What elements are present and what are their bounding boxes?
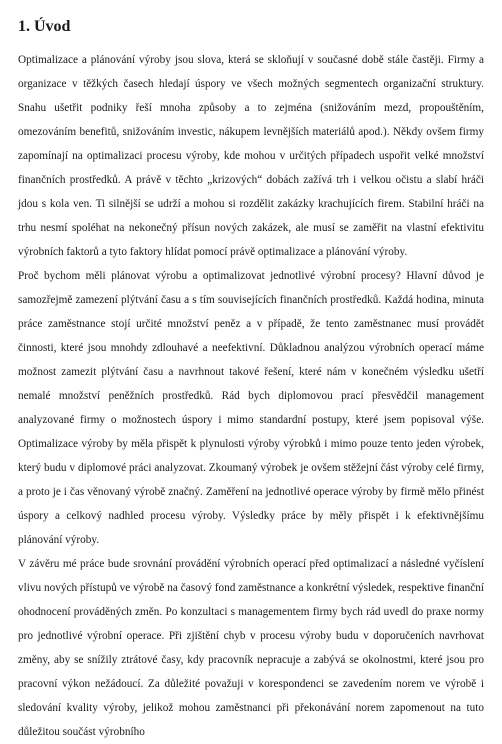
paragraph-motivation: Proč bychom měli plánovat výrobu a optimalizovat jednotlivé výrobní procesy? Hlavní důvod je samozřejmě zamezení plýtvání času a s tím souvisejících finančních prostředků. Každá hodina, minuta práce zaměstnance stojí určité množství peněz a v případě, že tento zaměstnanec musí provádět činnosti, které jsou mnohdy zdlouhavé a neefektivní. Důkladnou analýzou výrobních operací máme možnost zamezit plýtvání času a navrhnout takové řešení, které nám v konečném výsledku ušetří nemalé množství peněžních prostředků. Rád bych diplomovou prací přesvědčil management analyzované firmy o možnostech úspory i mimo standardní postupy, které jsem popisoval výše. Optimalizace výroby by měla přispět k plynulosti výroby výrobků i mimo pouze tento jeden výrobek, který budu v diplomové práci analyzovat. Zkoumaný výrobek je ovšem stěžejní část výroby celé firmy, a proto je i čas věnovaný výrobě značný. Zaměření na jednotlivé operace výroby by firmě mělo přinést úspory a celkový nadhled procesu výroby. Výsledky práce by měly přispět i k efektivnějšímu plánování výroby. xyxy=(18,270,484,546)
paragraph-intro: Optimalizace a plánování výroby jsou slova, která se skloňují v současné době stále častěji. Firmy a organizace v těžkých časech hledají úspory ve všech možných segmentech organizační struktury. Snahu ušetřit podniky řeší mnoha způsoby a to zejména (snižováním mezd, propouštěním, omezováním benefitů, snižováním investic, nákupem levnějších materiálů apod.). Někdy ovšem firmy zapomínají na optimalizaci procesu výroby, kde mohou v určitých případech uspořit velké množství finančních prostředků. A právě v těchto „krizových“ dobách zažívá trh i velkou očistu a slabí hráči jdou s kola ven. Ti silnější se udrží a mohou si rozdělit zakázky krachujících firem. Stabilní hráči na trhu nesmí spoléhat na nekonečný přísun nových zakázek, ale musí se zaměřit na vlastní efektivitu výrobních faktorů a tyto faktory hlídat pomocí právě optimalizace a plánování výroby. xyxy=(18,54,484,258)
section-heading: 1. Úvod xyxy=(18,18,71,35)
document-page xyxy=(18,17,484,744)
paragraph-conclusion: V závěru mé práce bude srovnání provádění výrobních operací před optimalizací a následné vyčíslení vlivu nových přístupů ve výrobě na časový fond zaměstnance a konkrétní výsledek, respektive finanční ohodnocení prováděných změn. Po konzultaci s managementem firmy bych rád uvedl do praxe normy pro jednotlivé výrobní operace. Při zjištění chyb v procesu výroby budu v doporučeních navrhovat změny, aby se snížily ztrátové časy, kdy pracovník nepracuje a zabývá se okolnostmi, které jsou pro pracovní výkon nežádoucí. Za důležité považuji v korespondenci se zavedením norem ve výrobě i sledování kvality výroby, jelikož mohou zaměstnanci při překonávání norem zapomenout na tuto důležitou součást výrobního xyxy=(18,558,484,738)
